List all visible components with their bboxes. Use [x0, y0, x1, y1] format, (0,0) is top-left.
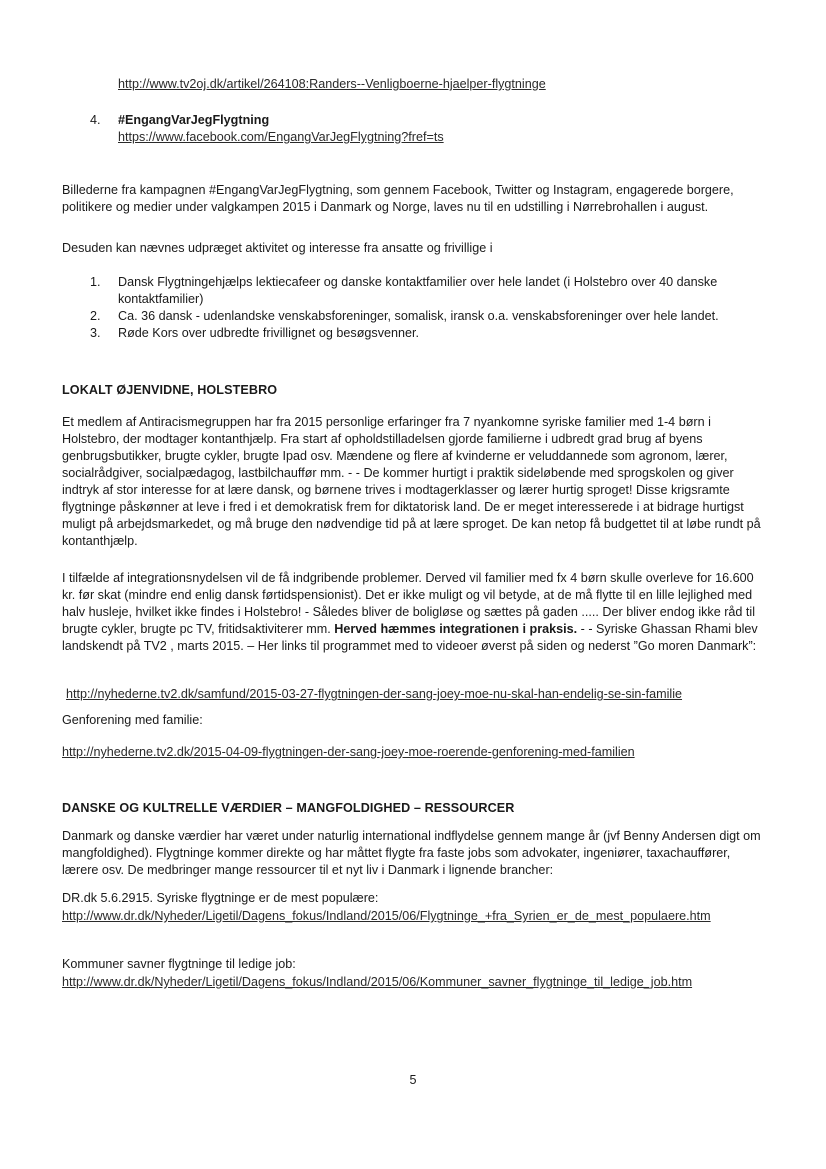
list-item [62, 274, 764, 308]
genforening-label: Genforening med familie: [62, 713, 203, 727]
list-item-text: Røde Kors over udbredte frivillignet og besøgsvenner. [118, 326, 420, 340]
top-link-row [62, 76, 820, 93]
paragraph-lokalt: Et medlem af Antiracismegruppen har fra 2015 personlige erfaringer fra 7 nyankomne syriske familier med 1-4 børn i Holstebro, der modtager kontanthjælp. Fra start af opholdstilladelsen gjorde familierne i udbredt grad brug af byens genbrugsbutikker, brugte cykler, brugte Ipad osv. Mændene og flere af kvinderne er veluddannede som agronom, lærer, socialrådgiver, socialpædagog, lastbilchauffør mm. - - De kommer hurtigt i praktik sideløbende med sprogskolen og giver indtryk af stor interesse for at lære dansk, og børnene trives i modtagerklasser og lærer hurtig sproget! Disse krigsramte flygtninge påskønner at leve i fred i et demokratisk frem for diktatorisk land. De er meget interesserede i at bidrage hurtigst muligt på arbejdsmarkedet, og må bruge den nødvendige tid på at lære sproget. De kan netop få budgettet til at løbe rundt på kontanthjælp. [62, 415, 761, 548]
heading-lokalt: LOKALT ØJENVIDNE, HOLSTEBRO [62, 383, 278, 397]
dr-link-row-2 [62, 974, 764, 991]
campaign-title: #EngangVarJegFlygtning [118, 113, 270, 127]
paragraph-billeder: Billederne fra kampagnen #EngangVarJegFlygtning, som gennem Facebook, Twitter og Instagram, engagerede borgere, politikere og medier under valgkampen 2015 i Danmark og Norge, laves nu til en udstilling i Nørrebrohallen i august. [62, 183, 734, 214]
tilfaelde-text-a: I tilfælde af integrationsnydelsen vil de få indgribende problemer. Derved vil familier med fx 4 børn skulle overleve for 16.600 kr. før skat (mindre end enlig dansk førtidspensionist). Det er ikke muligt og vil betyde, at de må flytte til en lille lejlighed med halv husleje, hvilket ikke findes i Holstebro! - Således bliver de boligløse og sættes på gaden ..... Der bliver endog ikke råd til brugte cykler, brugte pc TV, fritidsaktiviterer mm. [62, 571, 756, 636]
paragraph-tilfaelde [62, 570, 764, 655]
nyhederne-link-1[interactable]: http://nyhederne.tv2.dk/samfund/2015-03-27-flygtningen-der-sang-joey-moe-nu-skal-han-endelig-se-sin-familie [66, 687, 683, 701]
heading-danske: DANSKE OG KULTRELLE VÆRDIER – MANGFOLDIGHED – RESSOURCER [62, 801, 515, 815]
kommuner-label: Kommuner savner flygtninge til ledige job: [62, 957, 296, 971]
dr-link-2[interactable]: http://www.dr.dk/Nyheder/Ligetil/Dagens_fokus/Indland/2015/06/Kommuner_savner_flygtninge_til_ledige_job.htm [62, 975, 693, 989]
dr-label: DR.dk 5.6.2915. Syriske flygtninge er de mest populære: [62, 891, 379, 905]
tilfaelde-text-b: - - Syriske Ghassan Rhami blev landskendt på TV2 , marts 2015. – Her links til programmet med to videoer øverst på siden og nederst ”Go moren Danmark”: [62, 622, 758, 653]
list-item [62, 308, 764, 325]
numbered-list [62, 274, 764, 342]
tilfaelde-emphasis: Herved hæmmes integrationen i praksis. [334, 622, 578, 636]
facebook-link[interactable]: https://www.facebook.com/EngangVarJegFlygtning?fref=ts [118, 130, 444, 144]
nyhederne-link-row-2 [62, 744, 764, 761]
nyhederne-link-2[interactable]: http://nyhederne.tv2.dk/2015-04-09-flygtningen-der-sang-joey-moe-roerende-genforening-med-familien [62, 745, 635, 759]
page-number: 5 [409, 1073, 417, 1087]
list-item-text: Dansk Flygtningehjælps lektiecafeer og danske kontaktfamilier over hele landet (i Holstebro over 40 danske kontaktfamilier) [118, 275, 718, 306]
list-item-text: Ca. 36 dansk - udenlandske venskabsforeninger, somalisk, iransk o.a. venskabsforeninger over hele landet. [118, 309, 719, 323]
tv2oj-link[interactable]: http://www.tv2oj.dk/artikel/264108:Randers--Venligboerne-hjaelper-flygtninge [118, 77, 546, 91]
list-item [62, 325, 764, 342]
paragraph-danske: Danmark og danske værdier har været under naturlig international indflydelse gennem mange år (jvf Benny Andersen digt om mangfoldighed). Flygtninge kommer direkte og har måttet flygte fra faste jobs som advokater, ingeniører, taxachauffører, lærere osv. De medbringer mange ressourcer til et nyt liv i Danmark i lignende brancher: [62, 829, 761, 877]
paragraph-desuden: Desuden kan nævnes udpræget aktivitet og interesse fra ansatte og frivillige i [62, 241, 493, 255]
list-number: 3. [90, 326, 101, 340]
dr-link-row-1 [62, 908, 764, 925]
nyhederne-link-row-1 [62, 686, 764, 703]
list-number: 2. [90, 309, 101, 323]
list-item-4 [62, 112, 764, 146]
list-number: 4. [90, 113, 101, 127]
list-number: 1. [90, 275, 101, 289]
dr-link-1[interactable]: http://www.dr.dk/Nyheder/Ligetil/Dagens_fokus/Indland/2015/06/Flygtninge_+fra_Syrien_er_de_mest_populaere.htm [62, 909, 711, 923]
